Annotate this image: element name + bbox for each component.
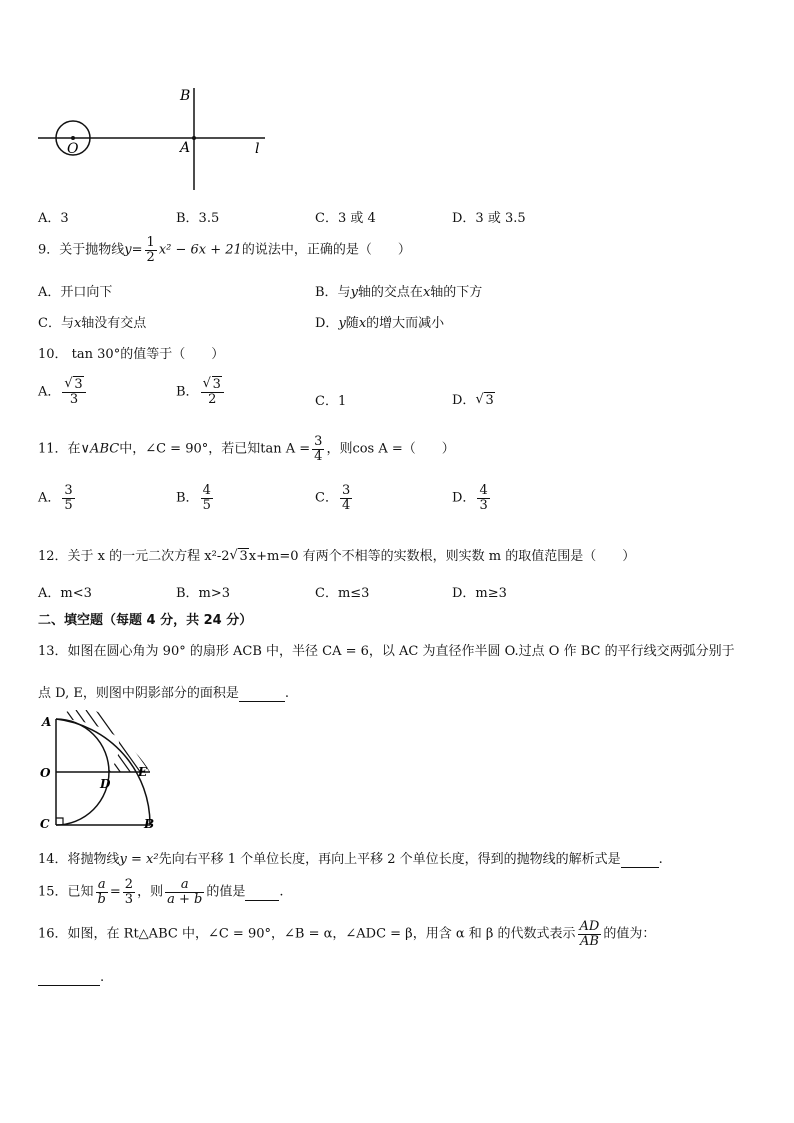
q10-option-d: D．√ 3: [452, 389, 495, 408]
q10-option-b: B． √ $\frac{3}{2}$: [176, 378, 226, 406]
point-a: [192, 136, 196, 140]
q12-option-a: A．m<3: [38, 586, 92, 601]
q10-option-c: C．1: [315, 394, 347, 409]
shaded-region: [66, 710, 166, 780]
q11-option-b: B． $\frac{4}{5}$: [176, 483, 211, 513]
section-heading: 二、填空题（每题 4 分，共 24 分）: [38, 613, 253, 628]
label-b: B: [180, 88, 191, 104]
q14-stem: 14．将抛物线y = x²先向右平移 1 个单位长度，再向上平移 2 个单位长度，得到的抛物线的解析式是 .: [38, 852, 663, 867]
point-o: [71, 136, 75, 140]
q8-option-a: A．3: [38, 211, 69, 226]
label-o: O: [40, 766, 51, 780]
label-e: E: [138, 765, 148, 779]
q11-option-a: A． $\frac{3}{5}$: [38, 483, 73, 513]
q8-option-b: B．3.5: [176, 211, 220, 226]
q9-option-d: D．y随x的增大而减小: [315, 316, 445, 331]
q12-option-b: B．m>3: [176, 586, 231, 601]
label-a: A: [42, 715, 52, 729]
q9-option-a: A．开口向下: [38, 285, 113, 300]
q9-option-c: C．与x轴没有交点: [38, 316, 147, 331]
q10-stem: 10． tan 30°的值等于（ ）: [38, 347, 225, 362]
q12-stem: 12．关于 x 的一元二次方程 x²-2√ 3x+m=0 有两个不相等的实数根，则实数 m 的取值范围是（ ）: [38, 545, 635, 564]
q13-line1: 13．如图在圆心角为 90° 的扇形 ACB 中，半径 CA = 6，以 AC 为直径作半圆 O.过点 O 作 BC 的平行线交两弧分别于: [38, 644, 735, 659]
label-l: l: [255, 141, 260, 157]
q8-option-c: C．3 或 4: [315, 211, 376, 226]
q11-option-c: C． $\frac{3}{4}$: [315, 483, 351, 513]
q10-option-a: A． √ $\frac{3}{3}$: [38, 378, 88, 406]
q9-stem: 9．关于抛物线y= $\frac{1}{2}$ x² − 6x + 21的说法中，正确的是（ ）: [38, 235, 411, 265]
q9-option-b: B．与y轴的交点在x轴的下方: [315, 285, 483, 300]
label-a: A: [180, 140, 191, 156]
q11-stem: 11．在∨ABC中，∠C = 90°，若已知tan A = $\frac{3}{4}$ ，则cos A =（ ）: [38, 434, 455, 464]
q11-option-d: D． $\frac{4}{3}$: [452, 483, 488, 513]
label-b: B: [144, 817, 155, 830]
q9-fraction: $\frac{1}{2}$: [146, 235, 155, 265]
label-o: O: [67, 141, 79, 157]
figure-q13: [36, 710, 166, 830]
figure-q8: [30, 80, 280, 195]
q8-option-d: D．3 或 3.5: [452, 211, 526, 226]
label-c: C: [40, 817, 50, 830]
q13-line2: 点 D, E，则图中阴影部分的面积是 .: [38, 686, 289, 701]
q16-answer-blank: .: [38, 970, 104, 986]
q16-stem: 16．如图，在 Rt△ABC 中，∠C = 90°，∠B = α，∠ADC = β，用含 α 和 β 的代数式表示 $\frac{AD}{AB}$ 的值为：: [38, 919, 656, 949]
q12-option-c: C．m≤3: [315, 586, 370, 601]
q15-stem: 15．已知 $\frac{a}{b}$ = $\frac{2}{3}$ ，则 $\frac{a}{a + b}$ 的值是 .: [38, 877, 284, 907]
q12-option-d: D．m≥3: [452, 586, 507, 601]
label-d: D: [100, 777, 111, 791]
